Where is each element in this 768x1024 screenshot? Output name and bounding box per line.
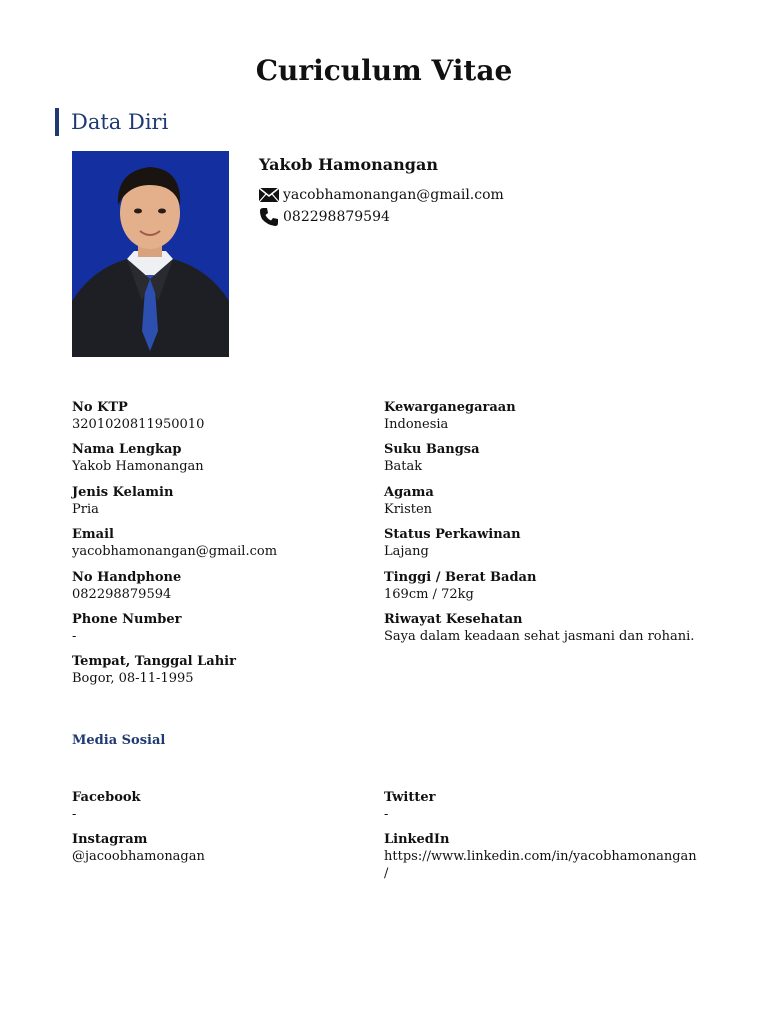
field-phone-number (72, 611, 402, 645)
field-jenis-kelamin (72, 484, 402, 518)
field-label: No KTP (72, 400, 128, 415)
field-no-ktp (72, 399, 402, 433)
field-label: Suku Bangsa (384, 442, 480, 457)
field-value: Indonesia (384, 417, 449, 432)
linkedin-link-cont: / (384, 866, 389, 881)
field-value: Batak (384, 459, 423, 474)
field-no-handphone (72, 569, 402, 603)
field-value: - (72, 807, 77, 822)
field-label: Tempat, Tanggal Lahir (72, 654, 236, 669)
profile-name: Yakob Hamonangan (259, 155, 438, 174)
field-tinggi-berat-badan (384, 569, 714, 603)
field-value: yacobhamonangan@gmail.com (72, 544, 278, 559)
contact-email[interactable]: yacobhamonangan@gmail.com (283, 187, 504, 203)
page-title: Curiculum Vitae (255, 54, 513, 87)
contact-email-row (259, 186, 504, 204)
field-label: Nama Lengkap (72, 442, 182, 457)
field-label: Tinggi / Berat Badan (384, 570, 537, 585)
field-label: Riwayat Kesehatan (384, 612, 523, 627)
envelope-icon (259, 186, 279, 204)
field-label: Email (72, 527, 114, 542)
field-tempat-tanggal-lahir (72, 653, 402, 687)
field-value: Saya dalam keadaan sehat jasmani dan rohani. (384, 629, 695, 644)
field-label: Jenis Kelamin (72, 485, 174, 500)
field-nama-lengkap (72, 441, 402, 475)
field-value: Yakob Hamonangan (72, 459, 204, 474)
field-value: 082298879594 (72, 587, 172, 602)
field-value: - (384, 807, 389, 822)
field-instagram (72, 831, 402, 865)
field-riwayat-kesehatan (384, 611, 724, 645)
contact-phone-row (259, 208, 390, 226)
contact-phone[interactable]: 082298879594 (283, 209, 390, 225)
phone-icon (259, 208, 279, 226)
field-twitter (384, 789, 714, 823)
field-value: 3201020811950010 (72, 417, 205, 432)
field-facebook (72, 789, 402, 823)
field-linkedin (384, 831, 724, 882)
field-label: Kewarganegaraan (384, 400, 516, 415)
social-media-heading: Media Sosial (72, 733, 166, 748)
profile-photo (72, 151, 229, 357)
field-label: Instagram (72, 832, 148, 847)
field-value: @jacoobhamonagan (72, 849, 205, 864)
field-value: Bogor, 08-11-1995 (72, 671, 194, 686)
field-email (72, 526, 402, 560)
field-label: Agama (384, 485, 434, 500)
linkedin-link[interactable]: https://www.linkedin.com/in/yacobhamonangan (384, 849, 697, 864)
field-label: Twitter (384, 790, 436, 805)
field-label: Status Perkawinan (384, 527, 521, 542)
field-value: Kristen (384, 502, 433, 517)
field-suku-bangsa (384, 441, 714, 475)
field-kewarganegaraan (384, 399, 714, 433)
section-heading-data-diri: Data Diri (55, 108, 168, 136)
field-value: Lajang (384, 544, 429, 559)
field-status-perkawinan (384, 526, 714, 560)
field-value: 169cm / 72kg (384, 587, 474, 602)
field-label: No Handphone (72, 570, 182, 585)
field-value: Pria (72, 502, 99, 517)
field-label: Phone Number (72, 612, 182, 627)
field-agama (384, 484, 714, 518)
field-label: Facebook (72, 790, 141, 805)
field-label: LinkedIn (384, 832, 450, 847)
field-value: - (72, 629, 77, 644)
